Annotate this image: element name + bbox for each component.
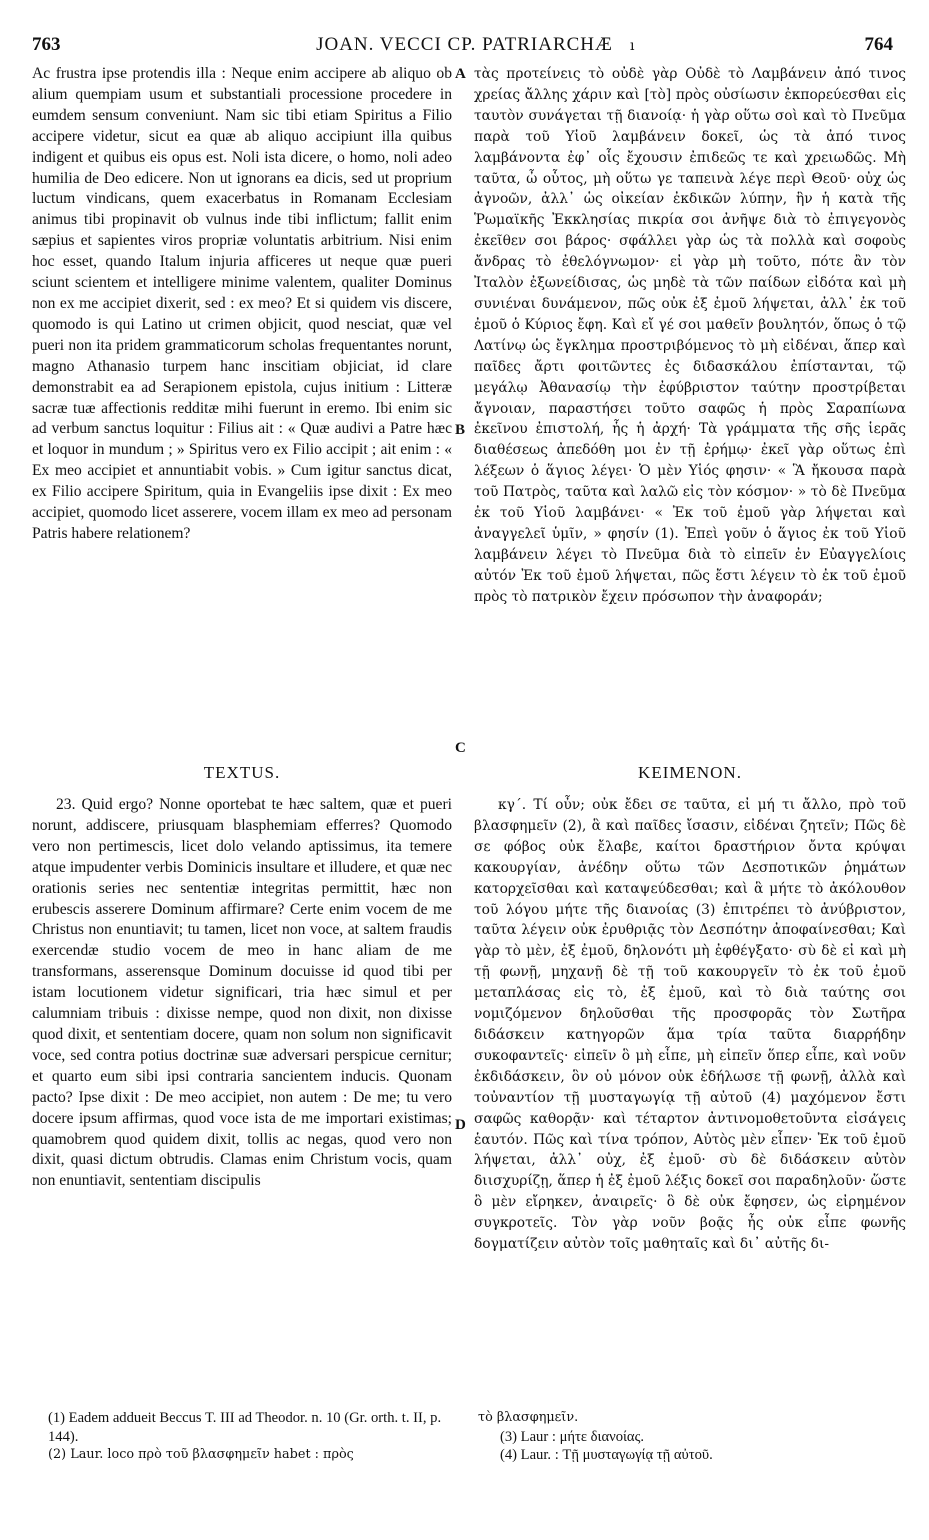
header-mark: ı	[630, 38, 635, 54]
page-number-left: 763	[32, 34, 61, 55]
latin-section-heading: TEXTUS.	[203, 763, 281, 782]
latin-column-top	[32, 64, 452, 764]
greek-column-bottom	[474, 795, 906, 1395]
footnote-2-continued: τὸ βλασφημεῖν.	[478, 1410, 579, 1425]
greek-column-top	[474, 64, 906, 754]
greek-paragraph-23: κγ΄. Τί οὖν; οὐκ ἔδει σε ταῦτα, εἰ μή τι ἄλλο, πρὸ τοῦ βλασφημεῖν (2), ἃ καὶ παῖδες ἴσασιν, εἰδέναι ζητεῖν; Πῶς δὲ σε φόβος οὐκ ἔλαβε, καίτοι δραστήριον ὄντα κρύψαι κακουργίαν, ἀνέδην οὕτω τῶν Δεσποτικῶν ῥημάτων κατορχεῖσθαι καὶ καταψεύδεσθαι; καὶ ἃ μήτε τὸ ἀκόλουθον τοῦ λόγου μήτε τῆς διανοίας (3) ἐπιτρέπει τὸ ἀνύβριστον, ταῦτα λέγειν οὐκ ἐρυθριᾷς τὸν Δεσπότην ἀποφαίνεσθαι; Καὶ γὰρ τὸ μὲν, ἐξ ἐμοῦ, δηλονότι μὴ ἐφθέγξατο· σὺ δὲ εἰ καὶ μὴ τῇ φωνῇ, μηχανῇ δὲ τῇ τοῦ κακουργεῖν τὸ ἐκ τοῦ ἐμοῦ μεταπλάσας εἰς τὸ, ἐξ ἐμοῦ, καὶ τὸ διὰ ταύτης σοι νομιζόμενον δηλοῦσθαι τῆς προσφορᾶς τὸν Σωτῆρα διδάσκειν κατηγορῶν ἅμα τρία ταῦτα διαρρήδην συκοφαντεῖς· εἰπεῖν ὃ μὴ εἶπε, μὴ εἰπεῖν ὅπερ εἶπε, καὶ νοῦν ἐκδιδάσκειν, ὃν οὐ μόνον οὐκ ἐδήλωσε τῇ φωνῇ, ἀλλὰ καὶ τοὐναντίον τῇ μυσταγωγίᾳ τῇ αὐτοῦ (4) μαχόμενον ἔστι σαφῶς καθορᾷν· καὶ τέταρτον ἀντινομοθετοῦντα εἰσάγεις ἑαυτόν. Πῶς καὶ τίνα τρόπον, Αὐτὸς μὲν εἶπεν· Ἐκ τοῦ ἐμοῦ λήψεται, ἀλλ᾽ οὐχ, ἐξ ἐμοῦ· σὺ δὲ διδάσκειν αὐτὸν διισχυρίζῃ, ἅπερ ἡ ἐξ ἐμοῦ λέξις δοκεῖ σοι παραδηλοῦν· ὥστε ὃ μὲν εἴρηκεν, ἀναιρεῖς· ὃ δὲ οὐκ ἔφησεν, ὡς εἰρημένον συγκροτεῖς. Τὸν γὰρ νοῦν βοᾷς ἧς οὐκ εἶπε φωνῆς δογματίζειν αὐτὸν τοῖς μαθηταῖς καὶ δι᾽ αὐτῆς δι-	[474, 797, 906, 1253]
running-title: JOAN. VECCI CP. PATRIARCHÆ	[316, 34, 613, 55]
footnote-1: (1) Eadem addueit Beccus T. III ad Theodor. n. 10 (Gr. orth. t. II, p. 144).	[48, 1410, 442, 1445]
page-header	[30, 34, 899, 60]
footnote-2: (2) Laur. loco πρὸ τοῦ βλασφημεῖν habet : πρὸς	[48, 1447, 354, 1462]
footnotes-left	[48, 1409, 448, 1465]
greek-paragraph: τὰς προτείνεις τὸ οὐδὲ γὰρ Οὐδὲ τὸ Λαμβάνειν ἀπό τινος χρείας ἄλλης χάριν καὶ [τὸ] πρὸς οὐσίωσιν ἐκπορεύεσθαι εἰς ταυτὸν συνάγεται τῇ διανοίᾳ· ἡ γὰρ οὕτω σοὶ καὶ τὸ Πνεῦμα παρὰ τοῦ Υἱοῦ λαμβάνειν δοκεῖ, ὡς τὰ ἀπό τινος λαμβάνοντα ἐφ᾽ οἷς ἔχουσιν ἐπιδεῶς τε καὶ χρειωδῶς. Μὴ ταῦτα, ὦ οὗτος, μὴ οὕτω γε ταπεινὰ λέγε περὶ Θεοῦ· οὐχ ὡς ἀγνοῶν, ἀλλ᾽ ὡς οἰκείαν ἐκδικῶν λύπην, ἣν ἡ κατὰ τῆς Ῥωμαϊκῆς Ἐκκλησίας πικρία σοι ἀνῆψε διὰ τὸ ἐπιγεγονὸς ἐκεῖθεν σοι βάρος· σφάλλει γὰρ ὡς τὰ πολλὰ καὶ σοφοὺς ἄνδρας τὸ ἐθελόγνωμον· εἰ γὰρ μὴ τοῦτο, πότε ἂν τὸν Ἰταλὸν ἐξωνείδισας, ὡς μηδὲ τὰ τῶν παίδων εἰδότα καὶ μὴ συνιέναι δυνάμενον, πῶς οὐκ ἐξ ἐμοῦ λήψεται, ἀλλ᾽ ἐκ τοῦ ἐμοῦ ὁ Κύριος ἔφη. Καὶ εἴ γέ σοι μαθεῖν βουλητόν, ὅπως ὁ τῷ Λατίνῳ ὡς ἔγκλημα προστριβόμενος τὸ μὴ εἰδέναι, ἅπερ καὶ παῖδες ἄρτι φοιτῶντες ἐς διδασκάλου ἐπίστανται, τῷ μεγάλῳ Ἀθανασίῳ τὴν ἐφύβριστον ταύτην προστρίβεται ἄγνοιαν, παραστήσει τοῦτο σαφῶς ἡ πρὸς Σαραπίωνα ἐκεῖνου ἐπιστολή, ἧς ἡ ἀρχή· Τὰ γράμματα τῆς σῆς ἱερᾶς διαθέσεως ἀπεδόθη μοι ἐν τῇ ἐρήμῳ· ἐκεῖ γὰρ οὕτως ἐπὶ λέξεων ὁ ἅγιος λέγει· Ὁ μὲν Υἱός φησιν· « Ἃ ἤκουσα παρὰ τοῦ Πατρὸς, ταῦτα καὶ λαλῶ εἰς τὸν κόσμον· » τὸ δὲ Πνεῦμα ἐκ τοῦ Υἱοῦ λαμβάνει· « Ἐκ τοῦ ἐμοῦ γὰρ λήψεται καὶ ἀναγγελεῖ ὑμῖν, » φησίν (1). Ἐπεὶ γοῦν ὁ ἅγιος ἐκ τοῦ Υἱοῦ λαμβάνειν λέγει τὸ Πνεῦμα διὰ τὸ εἰπεῖν ἐν Εὐαγγελίοις αὐτόν Ἐκ τοῦ ἐμοῦ λήψεται, πῶς ἔστι λέγειν τὸ ἐκ τοῦ ἐμοῦ πρὸς τὸ πατρικὸν ἔχειν πρόσωπον τὴν ἀναφοράν;	[474, 66, 906, 605]
margin-letter-d: D	[455, 1117, 466, 1133]
latin-paragraph-23: 23. Quid ergo? Nonne oportebat te hæc saltem, quæ et pueri norunt, addiscere, priusquam blasphemiam efferres? Quomodo vero non pertimescis, licet dolo velando aptissimus, ita temere atque impudenter verbis Dominicis insultare et illudere, et quæ nec orationis series nec sententiæ integritas permittit, hæc non erubescis asserere Dominum affirmare? Certe enim vocem de me Christus non enuntiavit; tu tamen, licet non voce, at saltem fraudis exercendæ studio vocem de meo in hanc aliam de me transformans, asserensque Dominum docuisse id quod tibi per istam locutionem videtur significari, tria hæc simul et per calumniam tribuis : dixisse nempe, quod non dixit, non dixisse quod dixit, et sententiam docere, quam non solum non significavit voce, sed contra potius doctrinæ suæ adversari perspicue cernitur; et quarto eum sibi ipsi contraria sancientem inducis. Quonam pacto? Ipse dixit : De meo accipiet, non autem : De me; tu vero docere ipsum affirmas, quod voce ista de me importari existimas; quamobrem quod quidem dixit, tollis ac negas, quod vero non dixit, quasi dictum obtrudis. Clamas enim Christum vocis, quam non enuntiavit, sententiam discipulis	[32, 796, 452, 1190]
margin-letter-c: C	[455, 740, 466, 756]
footnote-3: (3) Laur : μήτε διανοίας.	[500, 1428, 645, 1445]
margin-letter-b: B	[455, 422, 466, 438]
footnote-4: (4) Laur. : Τῇ μυσταγωγίᾳ τῇ αὐτοῦ.	[500, 1447, 713, 1463]
page-number-right: 764	[864, 34, 893, 55]
latin-paragraph: Ac frustra ipse protendis illa : Neque enim accipere ab aliquo ob alium quempiam usum et substantiali processione procedere in eumdem sensum conveniunt. Nam sic tibi etiam Spiritus a Filio accipere videtur, sicut ea quæ ab aliquo accipiunt illa quibus indigent et quibus eis opus est. Noli ista dicere, o homo, noli adeo humilia de Deo edicere. Non ut ignorans ea dicis, sed ut proprium luctum vindicans, quem exacerbatus in Romanam Ecclesiam animus tibi propinavit ob vulnus inde tibi inflictum; fallit enim sæpius et sapientes viros propriæ voluntatis arbitrium. Nisi enim hoc esset, quando Italum injuria afficeres ut neque quæ pueri sciunt scientem et intelligere minime valentem, qualiter Dominus non ex me accipiet dixerit, sed : ex meo? Et si quidem vis discere, quomodo is qui Latino ut crimen objicit, quod nesciat, quæ vel pueri non ita pridem grammaticorum scholas frequentantes norunt, magno Athanasio turpem hanc inscitiam objiciat, id clare demonstrabit ea ad Serapionem epistola, cujus initium : Litteræ sacræ tuæ affectionis redditæ mihi fuerunt in eremo. Ibi enim sic ad verbum sanctus loquitur : Filius ait : « Quæ audivi a Patre hæc et loquor in mundum ; » Spiritus vero ex Filio accipit ; ait enim : « Ex meo accipiet et annuntiabit vobis. » Cum igitur sanctus dicat, ex Filio accipere Spiritum, quia in Evangeliis ipse dixit : Ex meo accipiet, quomodo licet asserere, vocem illam ex meo ad personam Patris habere relationem?	[32, 65, 452, 542]
greek-section-heading: KEIMENON.	[638, 763, 742, 782]
margin-letter-a: A	[455, 66, 466, 82]
latin-column-bottom	[32, 795, 452, 1391]
footnotes-right	[478, 1409, 898, 1465]
